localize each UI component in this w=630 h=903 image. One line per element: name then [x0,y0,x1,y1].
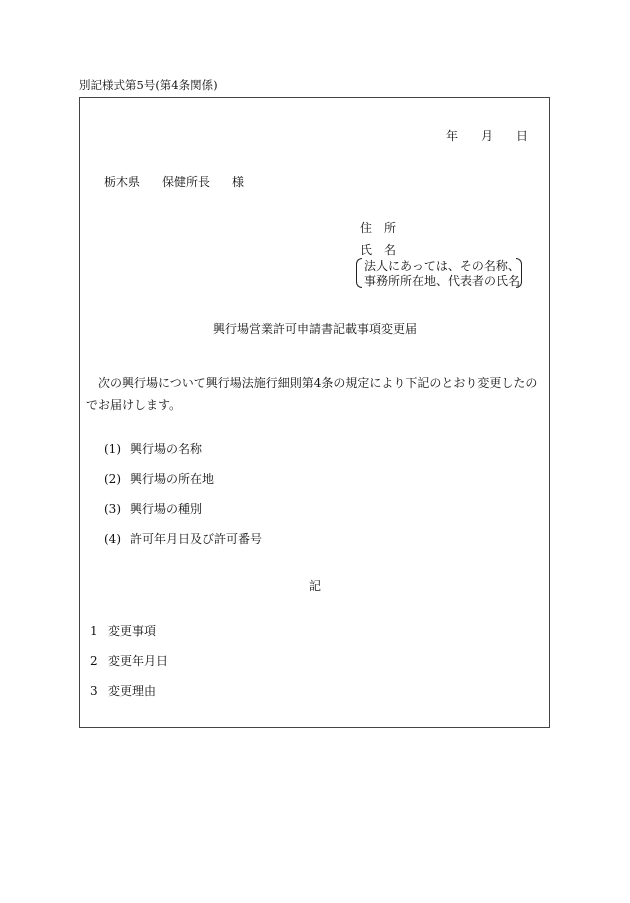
item-1 [104,443,202,455]
addressee-prefecture: 栃木県 [104,175,141,189]
bracket-right [516,258,522,288]
change-number: 2 [90,654,98,668]
item-number: (2) [104,472,121,486]
corporation-note-line2: 事務所所在地、代表者の氏名 [364,274,521,288]
item-label: 許可年月日及び許可番号 [130,532,263,546]
date-month-label: 月 [481,129,494,143]
change-number: 3 [90,684,98,698]
change-label: 変更理由 [108,684,157,698]
corporation-note [356,258,522,288]
body-text: 次の興行場について興行場法施行細則第4条の規定により下記のとおり変更したのでお届けします。 [86,376,538,412]
addressee-office: 保健所長 [162,175,211,189]
form-reference: 別記様式第5号(第4条関係) [79,78,218,92]
addressee [104,176,244,188]
item-number: (4) [104,532,121,546]
document-title: 興行場営業許可申請書記載事項変更届 [212,322,417,336]
item-label: 興行場の所在地 [130,472,215,486]
change-label: 変更年月日 [108,654,169,668]
name-label: 氏 名 [360,243,397,257]
addressee-honorific: 様 [232,175,245,189]
change-item-3 [90,685,156,697]
item-number: (1) [104,442,121,456]
date-day-label: 日 [516,129,529,143]
item-label: 興行場の名称 [130,442,203,456]
bracket-left [356,258,362,288]
item-3 [104,503,202,515]
date-year-label: 年 [446,129,459,143]
corporation-note-line1: 法人にあっては、その名称、 [364,259,520,273]
change-label: 変更事項 [108,624,157,638]
item-2 [104,473,214,485]
change-item-2 [90,655,168,667]
change-number: 1 [90,624,98,638]
address-label: 住 所 [360,221,397,235]
item-number: (3) [104,502,121,516]
item-label: 興行場の種別 [130,502,203,516]
body-paragraph [86,372,538,416]
change-item-1 [90,625,156,637]
date-line [446,130,528,142]
ki-heading: 記 [308,579,321,593]
item-4 [104,533,262,545]
